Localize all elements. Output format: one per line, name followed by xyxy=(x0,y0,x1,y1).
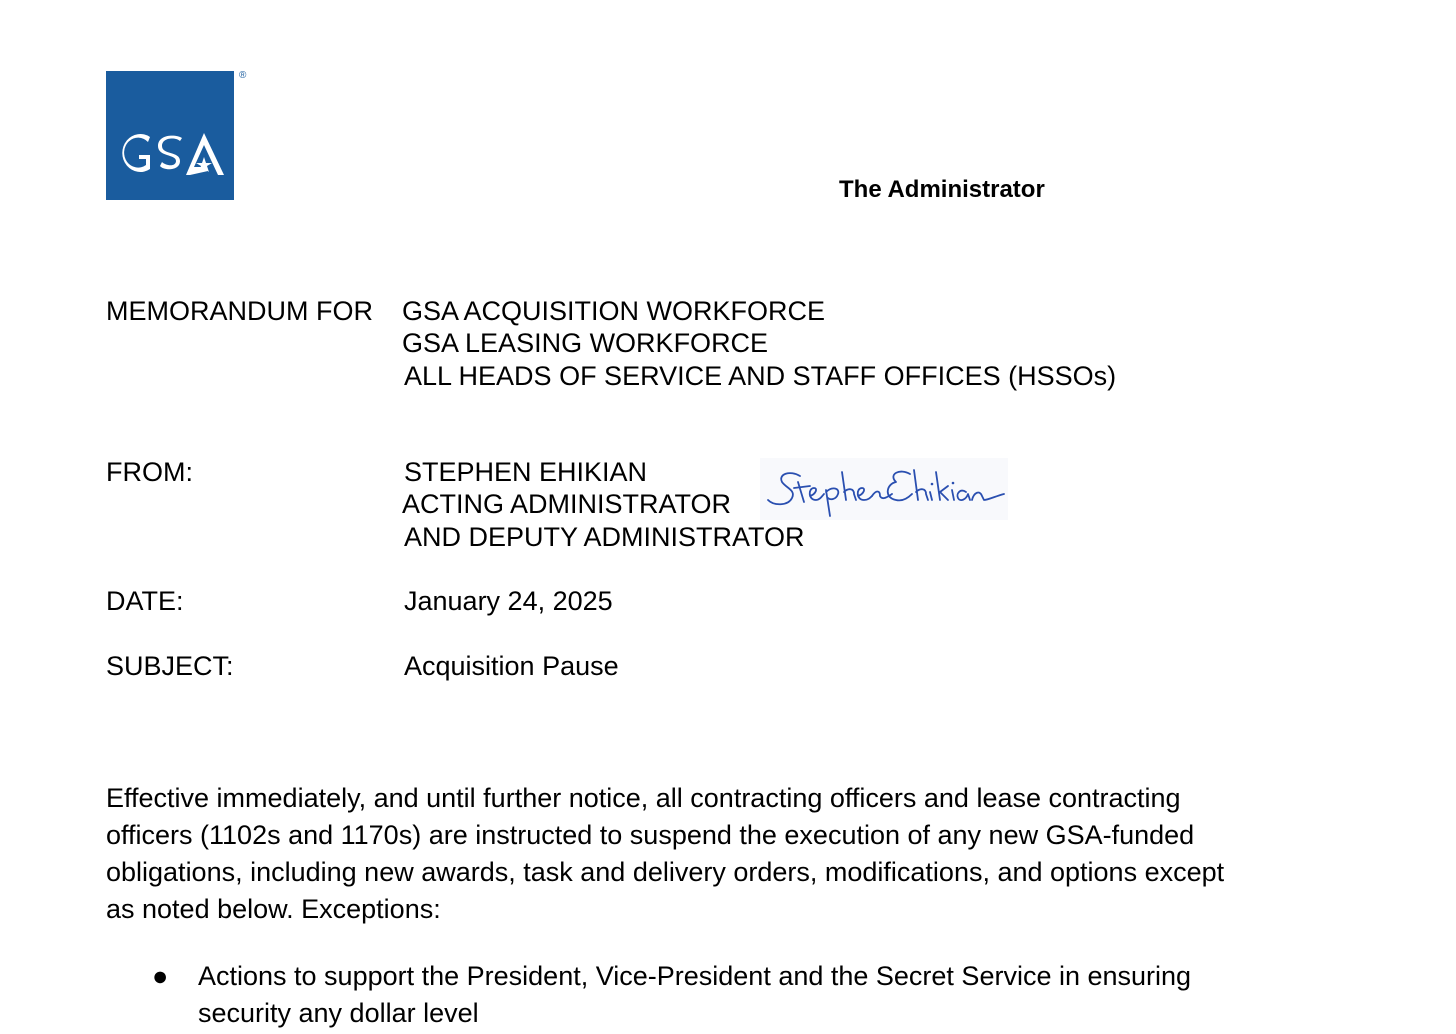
from-title: AND DEPUTY ADMINISTRATOR xyxy=(404,522,805,552)
paragraph-line: as noted below. Exceptions: xyxy=(106,894,441,924)
recipient-line: GSA LEASING WORKFORCE xyxy=(402,328,769,358)
body-paragraph xyxy=(106,780,1286,928)
date-label: DATE: xyxy=(106,586,184,616)
subject-value: Acquisition Pause xyxy=(404,651,619,681)
paragraph-line: officers (1102s and 1170s) are instructed to suspend the execution of any new GSA-funded xyxy=(106,820,1195,850)
exception-text xyxy=(198,958,1298,1032)
handwritten-signature xyxy=(760,458,1008,520)
recipient-line: GSA ACQUISITION WORKFORCE xyxy=(402,296,826,326)
recipient-line: ALL HEADS OF SERVICE AND STAFF OFFICES (HSSOs) xyxy=(404,361,1117,391)
exception-line: Actions to support the President, Vice-President and the Secret Service in ensuring xyxy=(198,961,1192,991)
gsa-logo xyxy=(106,71,234,200)
signature-image xyxy=(760,458,1008,520)
office-title: The Administrator xyxy=(839,176,1045,203)
from-title: ACTING ADMINISTRATOR xyxy=(402,489,732,519)
paragraph-line: obligations, including new awards, task and delivery orders, modifications, and options except xyxy=(106,857,1225,887)
exception-line: security any dollar level xyxy=(198,998,479,1028)
paragraph-line: Effective immediately, and until further notice, all contracting officers and lease contracting xyxy=(106,783,1181,813)
gsa-logo-mark xyxy=(106,71,234,200)
memo-for-label: MEMORANDUM FOR xyxy=(106,296,373,326)
from-name: STEPHEN EHIKIAN xyxy=(404,457,648,487)
bullet-icon: ● xyxy=(152,961,169,991)
from-label: FROM: xyxy=(106,457,193,487)
registered-mark: ® xyxy=(239,70,247,81)
subject-label: SUBJECT: xyxy=(106,651,234,681)
date-value: January 24, 2025 xyxy=(404,586,613,616)
